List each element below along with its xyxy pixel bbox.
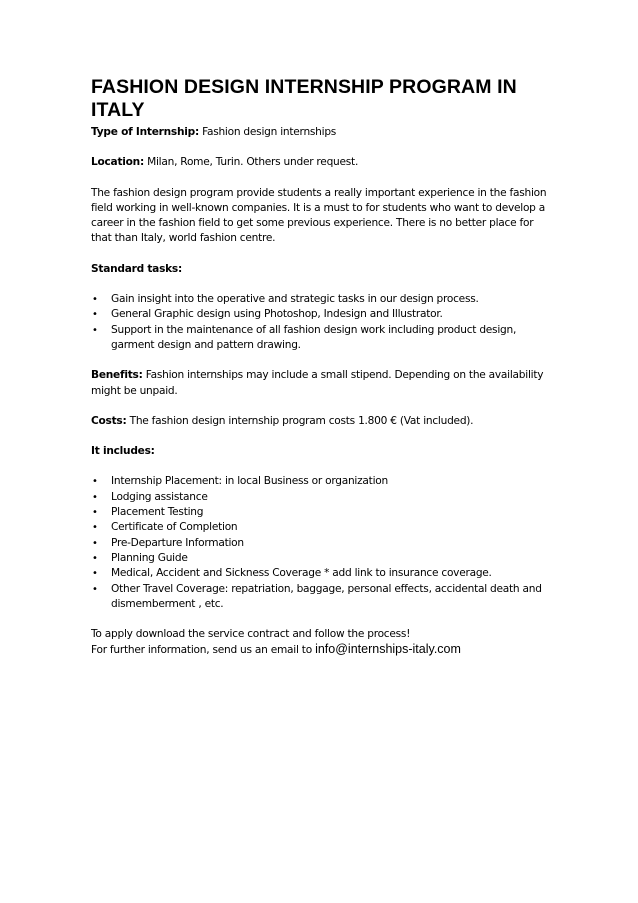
list-item: [91, 490, 548, 505]
bullet-icon: •: [92, 507, 98, 519]
list-item-text: Support in the maintenance of all fashion design work including product design, garment design and pattern drawing.: [111, 323, 517, 351]
list-item: [91, 566, 548, 581]
bullet-icon: •: [92, 309, 98, 321]
list-item: [91, 307, 548, 322]
list-item-text: Medical, Accident and Sickness Coverage * add link to insurance coverage.: [111, 567, 492, 580]
list-item: [91, 536, 548, 551]
benefits-value: Fashion internships may include a small stipend. Depending on the availability might be unpaid.: [91, 369, 544, 397]
internship-type-value: Fashion design internships: [202, 126, 337, 138]
bullet-icon: •: [92, 324, 98, 336]
contact-email[interactable]: info@internships-italy.com: [315, 642, 461, 657]
includes-list: [91, 474, 548, 612]
location: [91, 155, 548, 170]
bullet-icon: •: [92, 537, 98, 549]
list-item-text: Placement Testing: [111, 506, 204, 519]
contact-line: [91, 642, 548, 658]
list-item: [91, 551, 548, 566]
includes-heading: [91, 444, 548, 459]
contact-text: For further information, send us an email to: [91, 644, 312, 657]
benefits-label: Benefits:: [91, 369, 143, 382]
intro-paragraph: The fashion design program provide students a really important experience in the fashion field working in well-known companies. It is a must to for students who want to develop a career in the fashion field to get some previous experience. There is no better place for that than Italy, world fashion centre.: [91, 186, 547, 245]
bullet-icon: •: [92, 476, 98, 488]
costs: [91, 414, 548, 429]
list-item-text: Pre-Departure Information: [111, 536, 244, 549]
list-item: [91, 505, 548, 520]
benefits: [91, 368, 548, 399]
list-item-text: Planning Guide: [111, 551, 188, 564]
apply-instructions: To apply download the service contract and follow the process!: [91, 628, 411, 641]
costs-value: The fashion design internship program costs 1.800 € (Vat included).: [129, 414, 474, 427]
bullet-icon: •: [92, 491, 98, 503]
list-item: [91, 520, 548, 535]
list-item: [91, 292, 548, 307]
includes-heading-text: It includes:: [91, 445, 155, 458]
list-item-text: Certificate of Completion: [111, 521, 238, 534]
list-item: [91, 582, 548, 613]
list-item: [91, 323, 548, 354]
location-label: Location:: [91, 156, 144, 169]
bullet-icon: •: [92, 294, 98, 306]
list-item-text: General Graphic design using Photoshop, Indesign and Illustrator.: [111, 308, 443, 321]
list-item-text: Gain insight into the operative and strategic tasks in our design process.: [111, 293, 479, 306]
costs-label: Costs:: [91, 414, 127, 427]
standard-tasks-heading: [91, 262, 548, 277]
internship-type-label: Type of Internship:: [91, 126, 199, 138]
standard-tasks-heading-text: Standard tasks:: [91, 262, 182, 275]
list-item: [91, 474, 548, 489]
list-item-text: Lodging assistance: [111, 490, 208, 503]
standard-tasks-list: [91, 292, 548, 353]
bullet-icon: •: [92, 568, 98, 580]
list-item-text: Other Travel Coverage: repatriation, baggage, personal effects, accidental death and dismemberment , etc.: [111, 582, 542, 610]
page-title: FASHION DESIGN INTERNSHIP PROGRAM IN ITALY: [91, 76, 517, 121]
location-value: Milan, Rome, Turin. Others under request.: [147, 156, 359, 169]
bullet-icon: •: [92, 522, 98, 534]
internship-type: [91, 125, 548, 140]
list-item-text: Internship Placement: in local Business or organization: [111, 475, 388, 488]
bullet-icon: •: [92, 552, 98, 564]
bullet-icon: •: [92, 583, 98, 595]
